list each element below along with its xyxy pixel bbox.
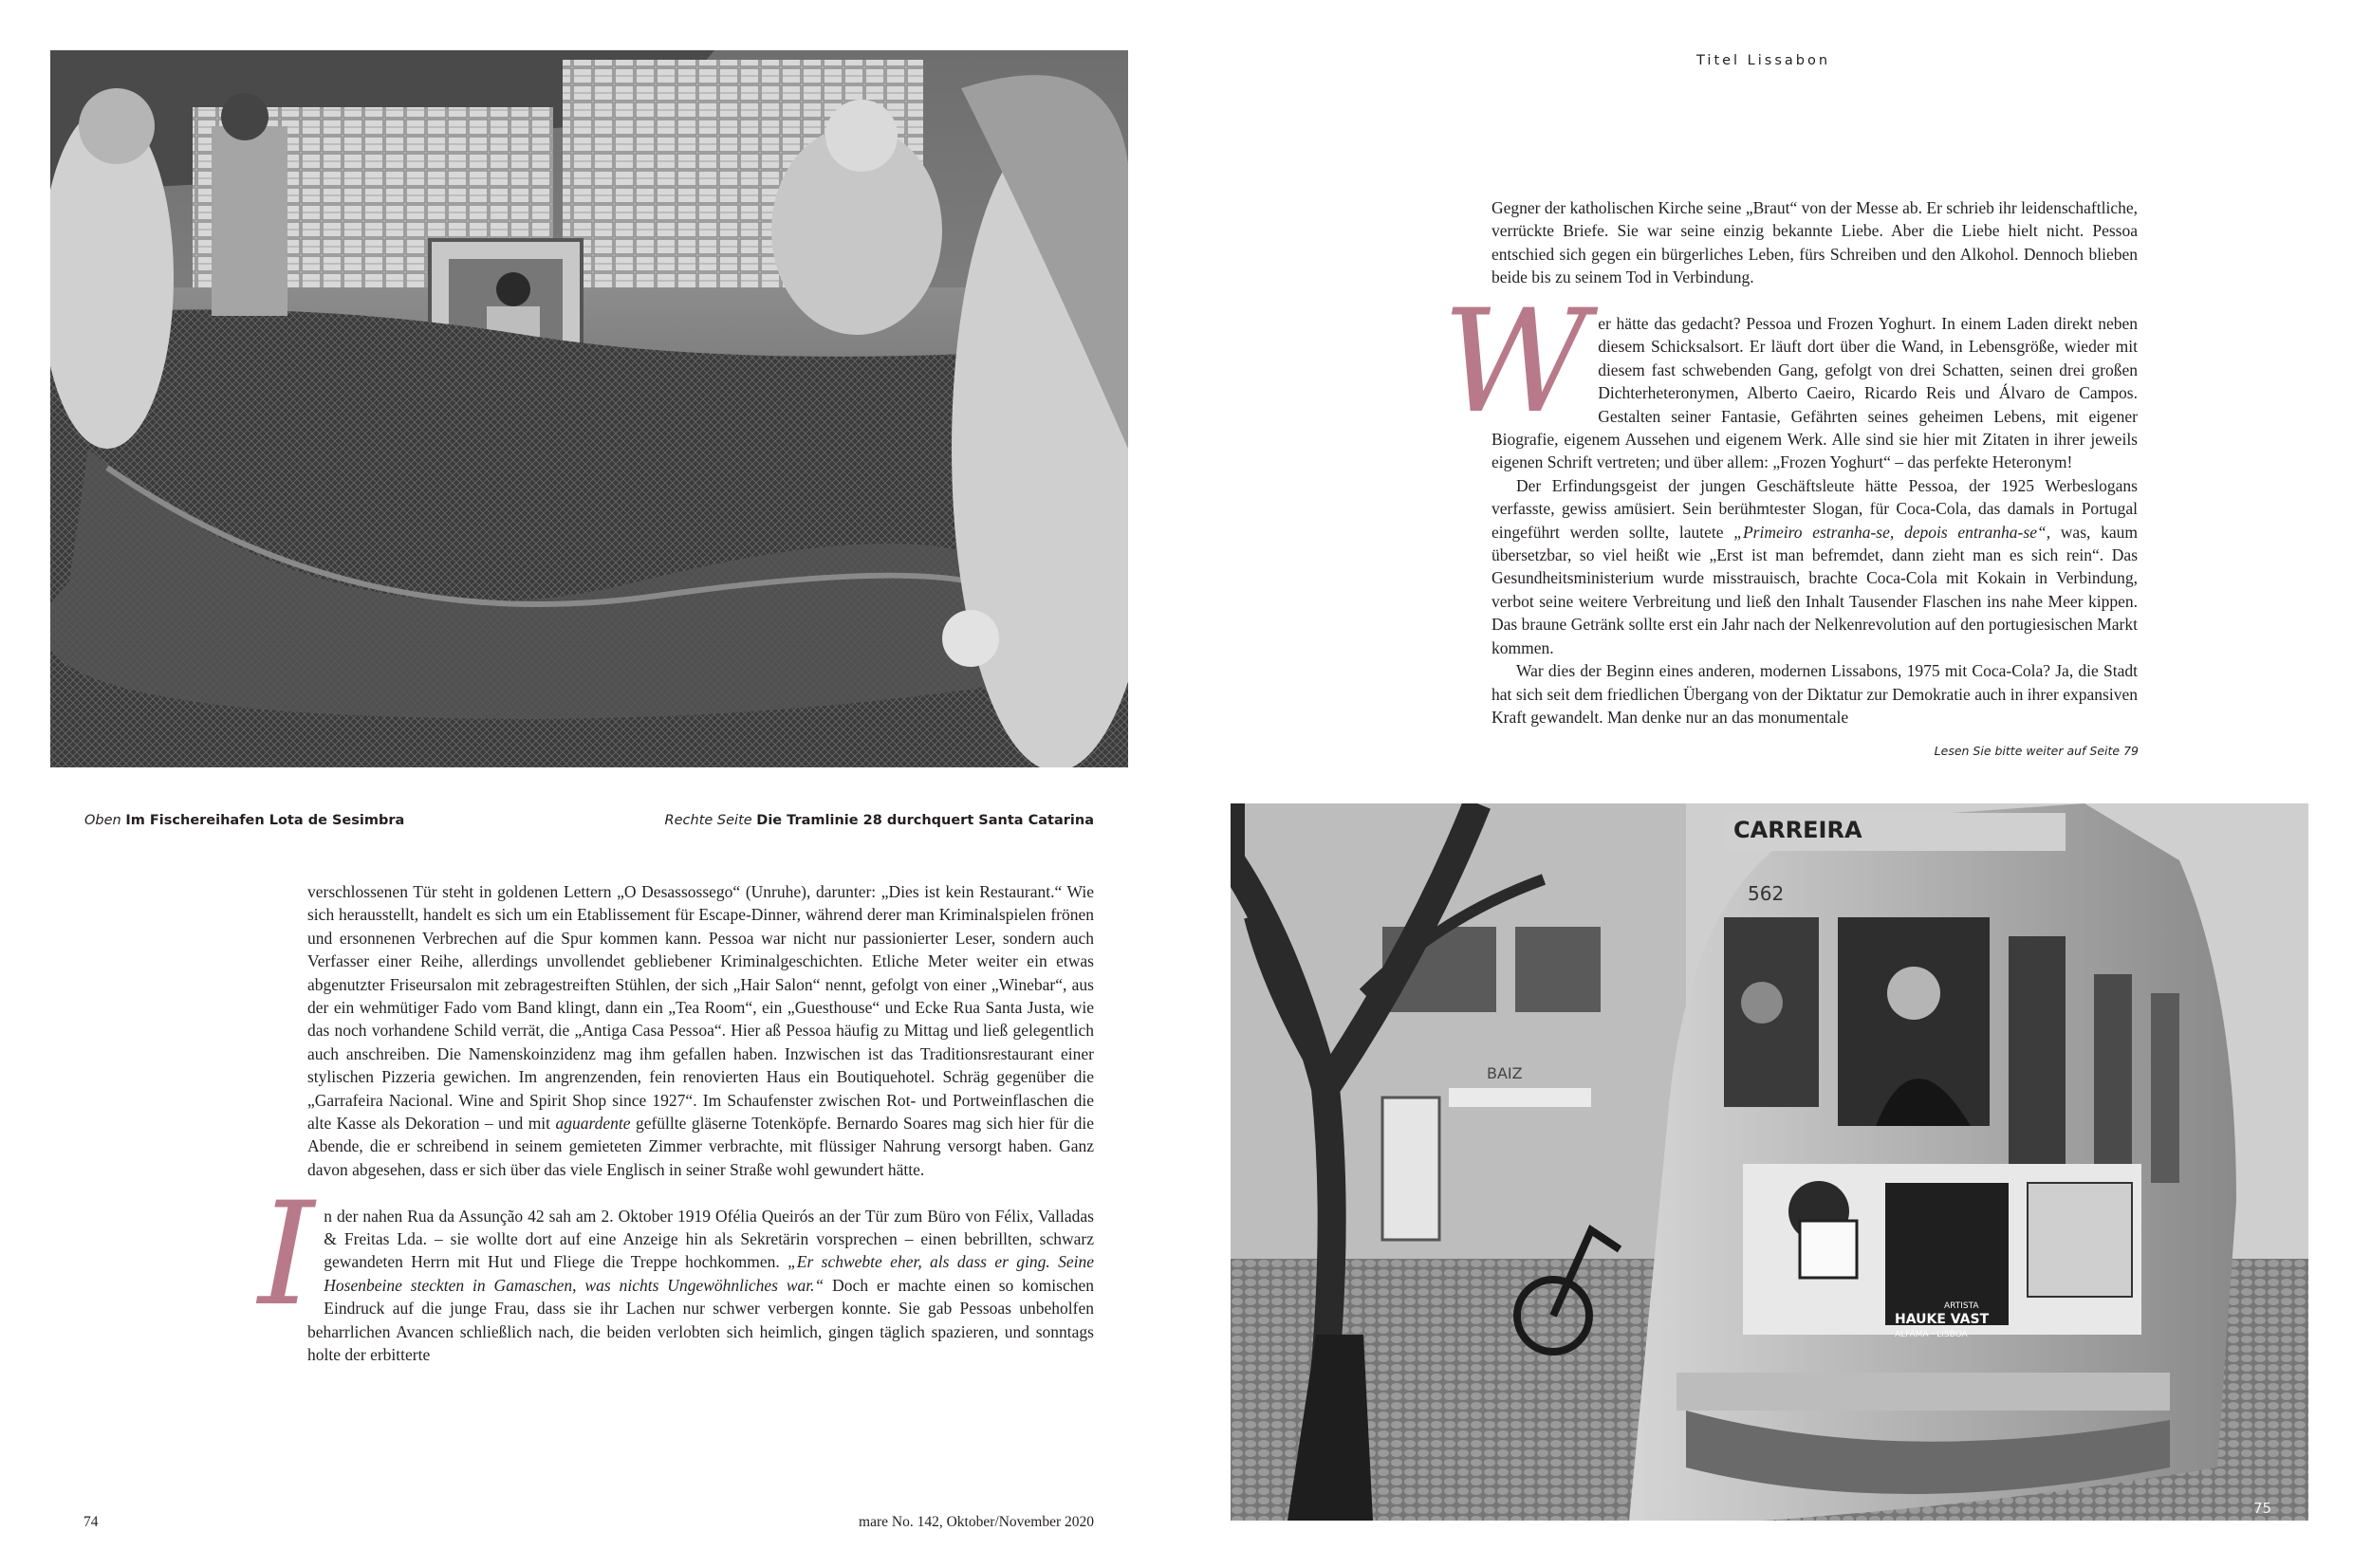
article-right-column [1442, 196, 2138, 729]
article-right-paragraph-1: Gegner der katholischen Kirche seine „Braut“ von der Messe ab. Er schrieb ihr leidenschaftliche, verrückte Briefe. Sie war seine einzig bekannte Liebe. Aber die Liebe hielt nicht. Pessoa entschied sich gegen ein bürgerliches Leben, fürs Schreiben und den Alkohol. Dennoch blieben beide bis zu seinem Tod in Verbindung. [1491, 198, 2138, 287]
article-right-paragraph-2 [1442, 280, 2138, 474]
tram-ad-line3: ALFAMA · LISBOA [1895, 1330, 1968, 1339]
article-left-p2-quote: „Er schwebte eher, als dass er ging. Seine Hosenbeine steckten in Gamaschen, was nichts Ungewöhnliches war.“ [324, 1252, 1094, 1295]
dropcap-w: W [1442, 280, 1589, 446]
harbor-photo [50, 50, 1128, 767]
article-left-paragraph-1 [307, 880, 1094, 1181]
shop-sign: BAIZ [1487, 1064, 1523, 1082]
tram-destination-sign: CARREIRA [1733, 817, 1862, 843]
article-right-paragraph-3 [1491, 474, 2138, 659]
caption-right [665, 813, 1094, 828]
page-number-left: 74 [83, 1514, 99, 1530]
tram-photo [1231, 803, 2308, 1521]
article-left-paragraph-2 [258, 1171, 1094, 1367]
article-left-p2-start: n der nahen Rua da Assunção 42 sah am 2. Oktober 1919 Ofélia Queirós an der Tür zum Büro von Félix, Valladas & Freitas Lda. – sie wollte dort auf eine Anzeige hin als Sekretärin vorsprechen – einen bebrillten, schwarz gewandeten Herrn mit Hut und Fliege die Treppe hochkommen. [324, 1206, 1094, 1272]
tram-ad-line1: ARTISTA [1944, 1301, 1979, 1311]
article-left-p1-italic: aguardente [555, 1114, 631, 1134]
article-left-p1-end: gefüllte gläserne Totenköpfe. Bernardo Soares mag sich hier für die Abende, die er schreibend in seinem gemieteten Zimmer verbrachte, mit flüssiger Nahrung versorgt haben. Ganz davon abgesehen, dass er sich über das viele Englisch in seiner Straße wohl gewundert hätte. [307, 1114, 1095, 1179]
caption-right-kicker: Rechte Seite [664, 813, 752, 828]
tram-number: 562 [1748, 882, 1785, 905]
caption-right-text: Die Tramlinie 28 durchquert Santa Catarina [756, 813, 1094, 828]
issue-line: mare No. 142, Oktober/November 2020 [859, 1514, 1094, 1530]
section-title: Titel Lissabon [1696, 53, 1831, 68]
article-left-p1-text: verschlossenen Tür steht in goldenen Lettern „O Desassossego“ (Unruhe), darunter: „Dies ist kein Restaurant.“ Wie sich herausstellt, handelt es sich um ein Etablissement für Escape-Dinner, während derer man Kriminalspielen frönen und ersonnenen Verbrechen auf die Spur kommen kann. Pessoa war nicht nur passionierter Leser, sondern auch Verfasser einer Reihe, allerdings unvollendet gebliebener Kriminalgeschichten. Etliche Meter weiter ein etwas abgenutzter Friseursalon mit zebragestreiften Stühlen, der sich „Hair Salon“ nennt, gefolgt von einer „Winebar“, aus der ein wehmütiger Fado vom Band klingt, dann ein „Tea Room“, ein „Guesthouse“ und Ecke Rua Santa Justa, wie das noch vorhandene Schild verrät, die „Antiga Casa Pessoa“. Hier aß Pessoa häufig zu Mittag und ließ gelegentlich auch anschreiben. Die Namenskoinzidenz mag ihm gefallen haben. Inzwischen ist das Traditionsrestaurant einer stylischen Pizzeria gewichen. Im angrenzenden, fein renovierten Haus ein Boutiquehotel. Schräg gegenüber die „Garrafeira Nacional. Wine and Spirit Shop since 1927“. Im Schaufenster zwischen Rot- und Portweinflaschen die alte Kasse als Dekoration – und mit [307, 882, 1094, 1134]
tram-ad-line2: HAUKE VAST [1895, 1312, 1990, 1327]
article-left-column [258, 880, 1095, 1367]
article-right-paragraph-4: War dies der Beginn eines anderen, modernen Lissabons, 1975 mit Coca-Cola? Ja, die Stadt hat sich seit dem friedlichen Übergang von der Diktatur zur Demokratie auch in ihrer expansiven Kraft gewandelt. Man denke nur an das monumentale [1491, 661, 2138, 727]
article-right-p3-quote: „Primeiro estranha-se, depois entranha-se“, [1733, 522, 2051, 542]
article-right-p3-start: Der Erfindungsgeist der jungen Geschäftsleute hätte Pessoa, der 1925 Werbeslogans verfasste, gewiss amüsiert. Sein berühmtester Slogan, für Coca-Cola, das damals in Portugal eingeführt werden sollte, lautete [1491, 475, 2138, 542]
article-right-p3-end: was, kaum übersetzbar, so viel heißt wie „Erst ist man befremdet, dann zieht man es sich rein“. Das Gesundheitsministerium wurde misstrauisch, brachte Coca-Cola mit Kokain in Verbindung, verbot seine weitere Verbreitung und ließ den Inhalt Tausender Flaschen ins nahe Meer kippen. Das braune Getränk sollte erst ein Jahr nach der Nelkenrevolution auf den portugiesischen Markt kommen. [1491, 522, 2138, 657]
dropcap-i: I [258, 1171, 315, 1337]
continue-note: Lesen Sie bitte weiter auf Seite 79 [1934, 744, 2139, 758]
page-number-right: 75 [2253, 1500, 2272, 1517]
article-left-p2-end: Doch er machte einen so komischen Eindruck auf die junge Frau, dass sie ihr Lachen nur schwer verbergen konnte. Sie gab Pessoas unbeholfen beharrlichen Avancen schließlich nach, die beiden verlobten sich heimlich, gingen täglich spazieren, und sonntags holte der erbitterte [307, 1275, 1094, 1365]
caption-left [84, 813, 404, 828]
caption-left-text: Im Fischereihafen Lota de Sesimbra [125, 813, 405, 828]
article-right-p2-text: er hätte das gedacht? Pessoa und Frozen Yoghurt. In einem Laden direkt neben diesem Schicksalsort. Er läuft dort über die Wand, in Lebensgröße, wieder mit diesem fast schwebenden Gang, gefolgt von drei Schatten, seinen drei großen Dichterheteronymen, Alberto Caeiro, Ricardo Reis und Álvaro de Campos. Gestalten seiner Fantasie, Gefährten seines geheimen Lebens, mit eigener Biografie, eigenem Aussehen und eigenem Werk. Alle sind sie hier mit Zitaten in ihrer jeweils eigenen Schrift vertreten; und über allem: „Frozen Yoghurt“ – das perfekte Heteronym! [1491, 314, 2138, 472]
caption-left-kicker: Oben [84, 813, 121, 828]
